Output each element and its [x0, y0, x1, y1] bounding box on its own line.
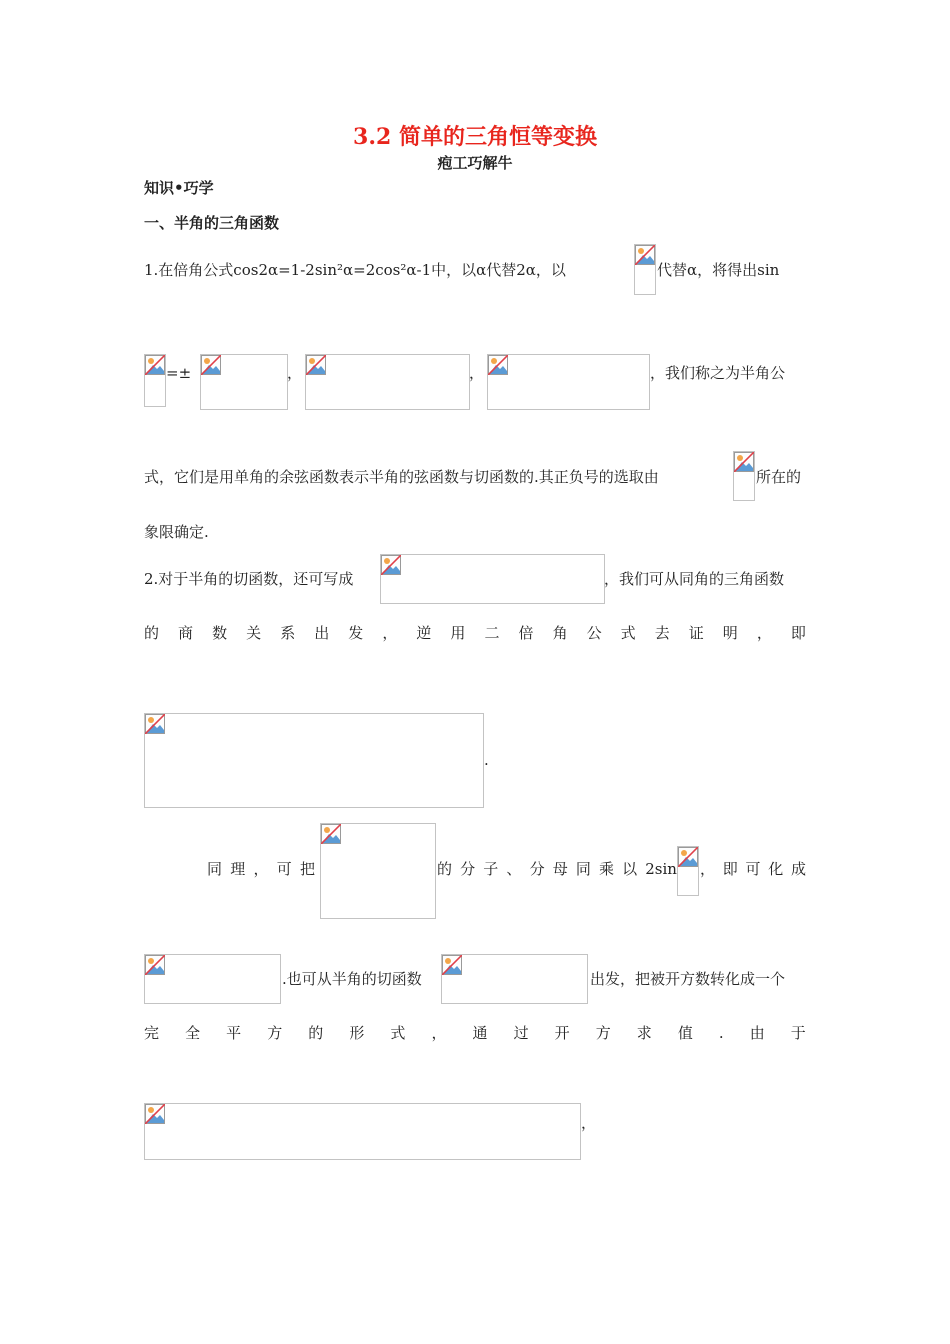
text-char: 子 — [483, 860, 499, 878]
text-char: 的 — [144, 624, 160, 642]
text-char: ， — [431, 1024, 447, 1042]
text-char: 商 — [178, 624, 194, 642]
formula-image — [733, 451, 755, 501]
text-char: 完 — [144, 1024, 160, 1042]
text-char: ， — [700, 860, 716, 878]
formula-image — [144, 354, 166, 407]
section-label: 知识•巧学 — [144, 179, 214, 197]
text-char: 可 — [745, 860, 761, 878]
para1-line3: 式，它们是用单角的余弦函数表示半角的弦函数与切函数的.其正负号的选取由 — [144, 468, 659, 486]
para1-comma2: ， — [469, 364, 485, 382]
text-char: 明 — [722, 624, 738, 642]
page-subtitle: 疱工巧解牛 — [437, 154, 513, 172]
para1-eq: =± — [166, 364, 192, 382]
text-char: 用 — [450, 624, 466, 642]
text-char: 、 — [506, 860, 522, 878]
para2-line4-c — [700, 859, 806, 879]
para2-line5-post: 出发，把被开方数转化成一个 — [590, 970, 786, 988]
formula-image — [677, 846, 699, 896]
text-char: 同 — [575, 860, 591, 878]
text-char: 方 — [267, 1024, 283, 1042]
text-char: 式 — [620, 624, 636, 642]
text-char: 求 — [636, 1024, 652, 1042]
text-char: 式 — [390, 1024, 406, 1042]
text-char: 的 — [437, 860, 453, 878]
text-char: 逆 — [416, 624, 432, 642]
para2-line5-mid: .也可从半角的切函数 — [282, 970, 422, 988]
text-char: 发 — [348, 624, 364, 642]
text-char: 2sin — [645, 860, 677, 878]
formula-image — [144, 954, 281, 1004]
text-char: 平 — [226, 1024, 242, 1042]
section-heading: 一、半角的三角函数 — [144, 214, 280, 232]
formula-image — [305, 354, 470, 410]
text-char: 由 — [749, 1024, 765, 1042]
text-char: 值 — [677, 1024, 693, 1042]
text-char: 系 — [280, 624, 296, 642]
para2-line1-post: ，我们可从同角的三角函数 — [604, 570, 785, 588]
text-char: 成 — [790, 860, 806, 878]
text-char: 可 — [276, 860, 292, 878]
formula-image — [380, 554, 605, 604]
formula-image — [634, 244, 656, 295]
text-char: 即 — [790, 624, 806, 642]
text-char: 分 — [460, 860, 476, 878]
formula-image — [200, 354, 288, 410]
para2-line2 — [144, 623, 806, 643]
para2-line3-post: . — [484, 751, 489, 769]
text-char: 二 — [484, 624, 500, 642]
text-char: 化 — [768, 860, 784, 878]
text-char: 通 — [472, 1024, 488, 1042]
para2-line4-a — [207, 859, 315, 879]
formula-image — [144, 1103, 581, 1160]
text-char: 形 — [349, 1024, 365, 1042]
formula-image — [441, 954, 588, 1004]
text-char: ， — [253, 860, 269, 878]
para1-line1-pre: 1.在倍角公式cos2α=1-2sin²α=2cos²α-1中，以α代替2α，以 — [144, 261, 566, 279]
para2-line6 — [144, 1023, 806, 1043]
text-char: . — [718, 1024, 724, 1042]
text-char: 即 — [722, 860, 738, 878]
text-char: 方 — [595, 1024, 611, 1042]
text-char: 理 — [230, 860, 246, 878]
text-char: 关 — [246, 624, 262, 642]
para2-line4-b — [437, 859, 677, 879]
page-title: 3.2 简单的三角恒等变换 — [353, 124, 597, 150]
text-char: 倍 — [518, 624, 534, 642]
para1-comma1: ， — [287, 364, 303, 382]
para2-line1-pre: 2.对于半角的切函数，还可写成 — [144, 570, 354, 588]
text-char: 公 — [586, 624, 602, 642]
para1-line2-post: ，我们称之为半角公 — [650, 364, 786, 382]
text-char: 数 — [212, 624, 228, 642]
para2-line7-post: ， — [581, 1114, 597, 1132]
para1-line4: 象限确定. — [144, 523, 209, 541]
text-char: ， — [756, 624, 772, 642]
formula-image — [144, 713, 484, 808]
text-char: 的 — [308, 1024, 324, 1042]
text-char: 同 — [207, 860, 223, 878]
text-char: 全 — [185, 1024, 201, 1042]
text-char: ， — [382, 624, 398, 642]
text-char: 把 — [299, 860, 315, 878]
text-char: 母 — [552, 860, 568, 878]
formula-image — [320, 823, 436, 919]
text-char: 出 — [314, 624, 330, 642]
text-char: 证 — [688, 624, 704, 642]
text-char: 于 — [790, 1024, 806, 1042]
para1-line1-post: 代替α，将得出sin — [657, 261, 780, 279]
text-char: 以 — [622, 860, 638, 878]
text-char: 角 — [552, 624, 568, 642]
text-char: 乘 — [598, 860, 614, 878]
text-char: 开 — [554, 1024, 570, 1042]
text-char: 去 — [654, 624, 670, 642]
text-char: 分 — [529, 860, 545, 878]
para1-line3-post: 所在的 — [756, 468, 802, 486]
formula-image — [487, 354, 650, 410]
text-char: 过 — [513, 1024, 529, 1042]
